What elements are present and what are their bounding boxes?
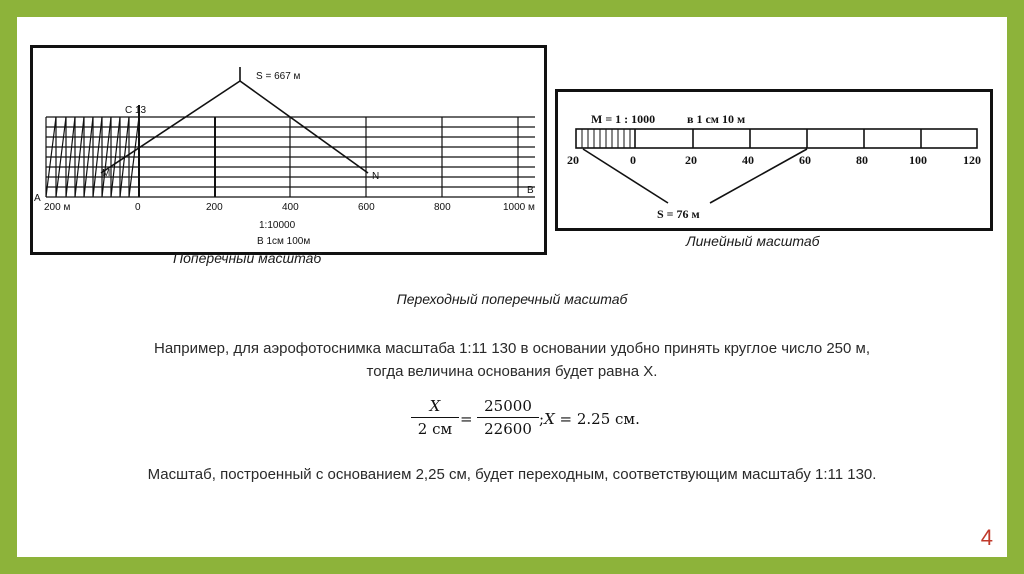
formula-variable: X — [544, 410, 555, 428]
formula-value: = 2.25 см. — [559, 410, 640, 428]
cross-tick-label: 200 м — [44, 202, 71, 213]
formula — [397, 395, 677, 445]
linear-tick-label: 80 — [856, 153, 868, 167]
formula-left-numerator: X — [411, 397, 459, 418]
caption-linear-scale: Линейный масштаб — [686, 233, 820, 249]
linear-tick-label: 20 — [567, 153, 579, 167]
formula-result — [539, 410, 640, 428]
slide — [17, 17, 1007, 557]
cross-tick-label: 1000 м — [503, 202, 535, 213]
cross-distance-label: S = 667 м — [256, 71, 301, 82]
cross-tick-label: 600 — [358, 202, 375, 213]
cross-scale-note: В 1см 100м — [257, 236, 311, 247]
linear-tick-label: 40 — [742, 153, 754, 167]
formula-left-denominator: 2 см — [417, 420, 453, 438]
cross-scale-ratio: 1:10000 — [259, 220, 296, 231]
linear-scale-title-note: в 1 см 10 м — [687, 112, 746, 126]
cross-tick-label: 800 — [434, 202, 451, 213]
point-b-label: B — [527, 185, 534, 196]
formula-right-fraction — [477, 397, 539, 438]
formula-left-fraction — [411, 397, 459, 438]
page-number: 4 — [980, 525, 993, 550]
cross-scale-figure — [30, 45, 547, 255]
point-a-label: A — [34, 193, 41, 204]
formula-right-numerator: 25000 — [477, 397, 539, 418]
cross-tick-label: 0 — [135, 202, 141, 213]
conclusion-paragraph: Масштаб, построенный с основанием 2,25 см, будет переходным, соответствующим масштабу 1:11 130. — [147, 466, 877, 483]
cross-small-label: C 13 — [125, 105, 147, 116]
point-m-label: M — [102, 168, 111, 179]
linear-distance-label: S = 76 м — [657, 207, 700, 221]
linear-tick-label: 20 — [685, 153, 697, 167]
cross-tick-label: 400 — [282, 202, 299, 213]
cross-tick-label: 200 — [206, 202, 223, 213]
formula-separator: ; — [539, 410, 545, 428]
cross-scale-drawing — [30, 45, 547, 255]
linear-tick-label: 0 — [630, 153, 636, 167]
formula-right-denominator: 22600 — [484, 420, 532, 438]
example-paragraph: Например, для аэрофотоснимка масштаба 1:11 130 в основании удобно принять круглое число 250 м, тогда величина основания будет равна X. — [153, 340, 871, 380]
caption-transition-scale: Переходный поперечный масштаб — [396, 291, 628, 307]
formula-equals: = — [460, 410, 473, 428]
linear-scale-figure — [555, 89, 993, 231]
linear-tick-label: 120 — [963, 153, 981, 167]
point-n-label: N — [372, 171, 380, 182]
caption-cross-scale: Поперечный масштаб — [173, 250, 322, 266]
linear-tick-label: 60 — [799, 153, 811, 167]
linear-tick-label: 100 — [909, 153, 927, 167]
linear-scale-title: М = 1 : 1000 — [591, 112, 656, 126]
linear-scale-drawing — [555, 89, 993, 231]
